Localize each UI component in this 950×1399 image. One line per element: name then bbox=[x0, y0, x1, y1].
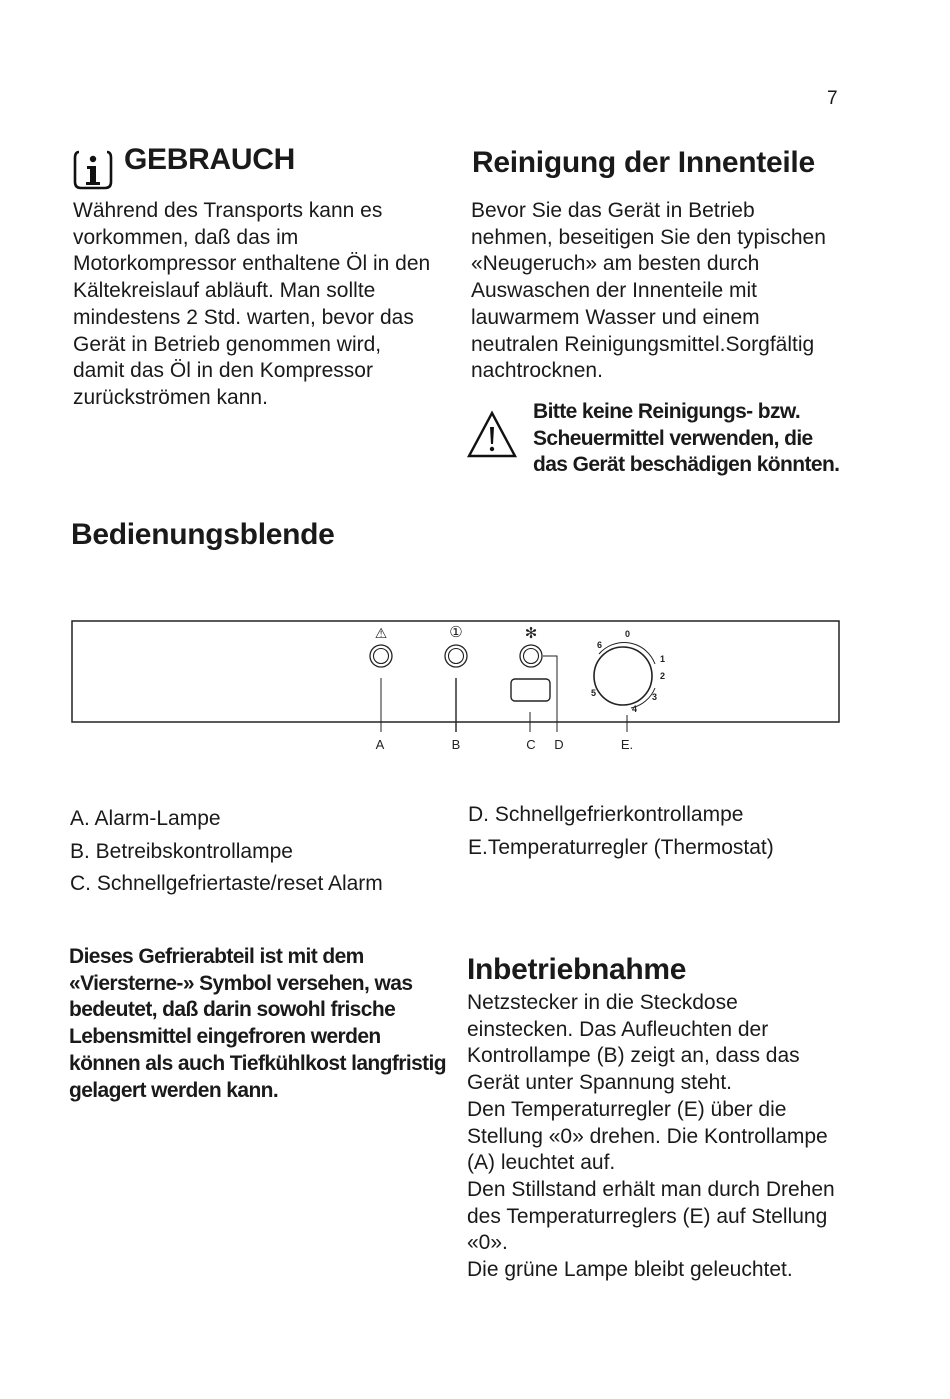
label-b: B bbox=[451, 737, 461, 752]
legend-left bbox=[70, 803, 450, 901]
dial-number: 6 bbox=[597, 640, 603, 650]
text-line: zurückströmen kann. bbox=[73, 385, 268, 409]
text-line: Kältekreislauf abläuft. Man sollte bbox=[73, 279, 376, 303]
text-line: «Viersterne-» Symbol versehen, was bbox=[69, 971, 413, 995]
gebrauch-paragraph bbox=[73, 198, 453, 412]
four-star-note bbox=[69, 944, 449, 1104]
text-line: das Gerät beschädigen könnten. bbox=[533, 453, 840, 477]
label-e: E. bbox=[620, 737, 634, 752]
text-line: (A) leuchtet auf. bbox=[467, 1151, 616, 1175]
fast-freeze-symbol: ✻ bbox=[524, 625, 538, 642]
text-line: lauwarmem Wasser und einem bbox=[471, 305, 760, 329]
text-line: Bevor Sie das Gerät in Betrieb bbox=[471, 199, 755, 222]
warning-text bbox=[533, 399, 853, 479]
dial-number: 4 bbox=[632, 704, 638, 714]
text-line: «0». bbox=[467, 1231, 508, 1255]
dial-number: 5 bbox=[591, 688, 597, 698]
text-line: Den Temperaturregler (E) über die bbox=[467, 1097, 787, 1121]
legend-right bbox=[468, 799, 868, 864]
text-line: «Neugeruch» am besten durch bbox=[471, 252, 760, 276]
label-c: C bbox=[526, 737, 536, 752]
fast-freeze-button bbox=[511, 679, 550, 701]
text-line: Scheuermittel verwenden, die bbox=[533, 426, 813, 450]
legend-item: B. Betreibskontrollampe bbox=[70, 839, 293, 863]
info-icon bbox=[73, 148, 115, 188]
text-line: Auswaschen der Innenteile mit bbox=[471, 279, 757, 303]
text-line: Kontrollampe (B) zeigt an, dass das bbox=[467, 1044, 800, 1068]
text-line: nehmen, beseitigen Sie den typischen bbox=[471, 225, 826, 249]
alarm-symbol: ⚠ bbox=[374, 625, 388, 641]
text-line: vorkommen, daß das im bbox=[73, 225, 299, 249]
label-d: D bbox=[554, 737, 564, 752]
text-line: können als auch Tiefkühlkost langfristig bbox=[69, 1051, 447, 1075]
text-line: des Temperaturreglers (E) auf Stellung bbox=[467, 1204, 828, 1228]
text-line: Motorkompressor enthaltene Öl in den bbox=[73, 252, 431, 276]
section-title-gebrauch: GEBRAUCH bbox=[124, 143, 295, 176]
section-title-bedienungsblende: Bedienungsblende bbox=[71, 518, 335, 551]
legend-item: A. Alarm-Lampe bbox=[70, 807, 221, 830]
dial-number: 0 bbox=[625, 629, 631, 639]
text-line: einstecken. Das Aufleuchten der bbox=[467, 1017, 769, 1041]
dial-number: 1 bbox=[660, 654, 666, 664]
text-line: Während des Transports kann es bbox=[73, 199, 383, 222]
text-line: Bitte keine Reinigungs- bzw. bbox=[533, 400, 801, 423]
power-symbol: ① bbox=[449, 624, 463, 641]
text-line: Dieses Gefrierabteil ist mit dem bbox=[69, 945, 364, 968]
text-line: nachtrocknen. bbox=[471, 359, 603, 383]
text-line: mindestens 2 Std. warten, bevor das bbox=[73, 305, 414, 329]
label-a: A bbox=[375, 737, 385, 752]
legend-item: D. Schnellgefrierkontrollampe bbox=[468, 803, 744, 826]
text-line: damit das Öl in den Kompressor bbox=[73, 359, 373, 383]
section-title-inbetriebnahme: Inbetriebnahme bbox=[467, 953, 687, 986]
text-line: gelagert werden kann. bbox=[69, 1078, 279, 1102]
page-number: 7 bbox=[827, 88, 838, 109]
reinigung-paragraph bbox=[471, 198, 871, 385]
text-line: Die grüne Lampe bleibt geleuchtet. bbox=[467, 1258, 793, 1282]
inbetriebnahme-paragraph bbox=[467, 990, 867, 1284]
control-panel-diagram bbox=[71, 620, 851, 760]
text-line: Netzstecker in die Steckdose bbox=[467, 991, 738, 1014]
text-line: Den Stillstand erhält man durch Drehen bbox=[467, 1177, 835, 1201]
legend-item: C. Schnellgefriertaste/reset Alarm bbox=[70, 872, 383, 895]
dial-number: 3 bbox=[652, 692, 658, 702]
text-line: Gerät in Betrieb genommen wird, bbox=[73, 332, 382, 356]
thermostat-dial bbox=[594, 647, 652, 705]
text-line: neutralen Reinigungsmittel.Sorgfältig bbox=[471, 332, 815, 356]
legend-item: E.Temperaturregler (Thermostat) bbox=[468, 835, 774, 859]
text-line: Stellung «0» drehen. Die Kontrollampe bbox=[467, 1124, 828, 1148]
dial-number: 2 bbox=[660, 671, 666, 681]
text-line: Lebensmittel eingefroren werden bbox=[69, 1025, 381, 1049]
section-title-reinigung: Reinigung der Innenteile bbox=[472, 146, 815, 179]
text-line: Gerät unter Spannung steht. bbox=[467, 1071, 733, 1095]
warning-triangle-icon bbox=[467, 410, 517, 460]
text-line: bedeutet, daß darin sowohl frische bbox=[69, 998, 396, 1022]
